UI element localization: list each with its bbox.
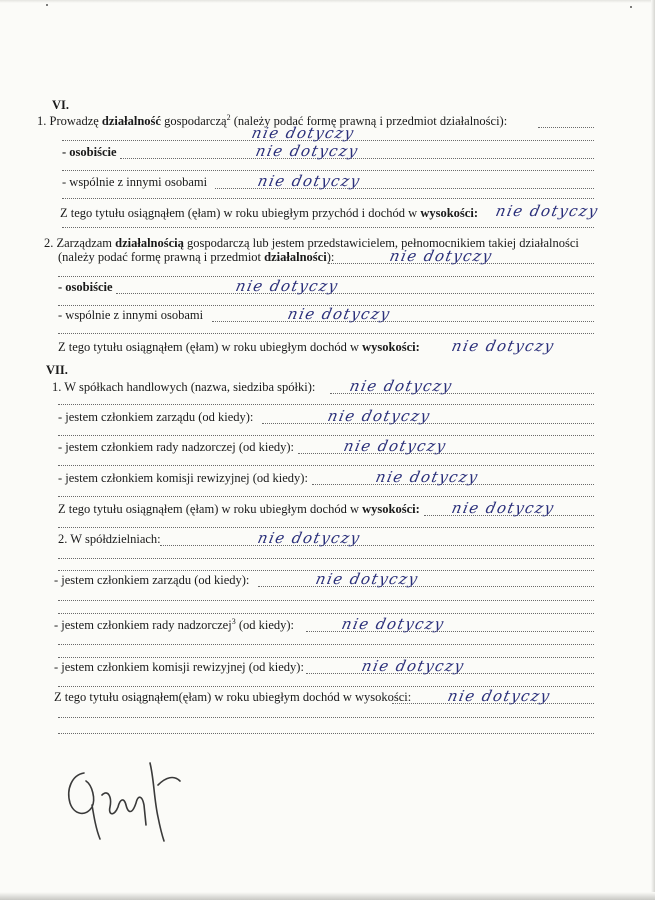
s7-q1-fill-line [58, 527, 594, 528]
s7-q2-board-label: - jestem członkiem zarządu (od kiedy): [54, 573, 250, 587]
s6-q1-personal-fill-line [120, 158, 594, 159]
s6-q2-personal-fill-line [116, 293, 594, 294]
s6-q1-joint-label: - wspólnie z innymi osobami [62, 175, 208, 189]
s7-q1-income-label: Z tego tytułu osiągnąłem (ęłam) w roku ubiegłym dochód w wysokości: [58, 502, 420, 516]
s7-q1-board-label: - jestem członkiem zarządu (od kiedy): [58, 410, 254, 424]
s7-q2-fill-line [58, 717, 594, 718]
s6-q2-fill-line [58, 333, 594, 334]
s6-q2-label-line2: (należy podać formę prawną i przedmiot działalności): [58, 250, 335, 264]
s7-q1-fill-line [58, 435, 594, 436]
s6-q1-label: 1. Prowadzę działalność gospodarczą$^2$ (należy podać formę prawną i przedmiot działalności): [37, 112, 508, 128]
s6-q2-income-answer: nie dotyczy [450, 337, 557, 355]
s7-q2-fill-line [58, 657, 594, 658]
s6-q2-income-label: Z tego tytułu osiągnąłem (ęłam) w roku ubiegłym dochód w wysokości: [58, 340, 420, 354]
s7-q1-answer: nie dotyczy [348, 377, 455, 395]
s7-q1-fill-line [58, 404, 594, 405]
scan-speck [630, 6, 632, 8]
s7-q2-board-answer: nie dotyczy [314, 570, 421, 588]
s6-q1-fill-line [62, 227, 594, 228]
s7-q2-audit-label: - jestem członkiem komisji rewizyjnej (od kiedy): [54, 660, 304, 674]
scan-edge-right [651, 0, 655, 900]
s6-q1-income-answer: nie dotyczy [494, 202, 601, 220]
s7-q2-fill-line [58, 644, 594, 645]
s7-q2-label: 2. W spółdzielniach: [58, 532, 161, 546]
scan-speck [46, 4, 48, 6]
s7-q2-income-label: Z tego tytułu osiągnąłem(ęłam) w roku ubiegłym dochód w wysokości: [54, 690, 412, 704]
s6-q1-personal-answer: nie dotyczy [254, 142, 361, 160]
s7-q1-audit-label: - jestem członkiem komisji rewizyjnej (od kiedy): [58, 471, 308, 485]
s6-q2-label: 2. Zarządzam działalnością gospodarczą lub jestem przedstawicielem, pełnomocnikiem takiej działalności [44, 236, 579, 250]
s7-q2-fill-line [58, 613, 594, 614]
s7-q2-fill-line [160, 545, 594, 546]
s7-q1-label: 1. W spółkach handlowych (nazwa, siedziba spółki): [52, 380, 316, 394]
s7-q2-fill-line [58, 600, 594, 601]
s6-q1-answer: nie dotyczy [250, 124, 357, 142]
s7-q1-fill-line [58, 465, 594, 466]
s7-q1-supervisory-answer: nie dotyczy [342, 437, 449, 455]
s6-q2-joint-fill-line [212, 321, 594, 322]
s7-q1-supervisory-label: - jestem członkiem rady nadzorczej (od kiedy): [58, 440, 295, 454]
s7-q1-board-answer: nie dotyczy [326, 407, 433, 425]
s7-q2-board-fill-line [258, 586, 594, 587]
s6-q1-fill-line [62, 198, 594, 199]
s6-q1-joint-answer: nie dotyczy [256, 172, 363, 190]
s7-q2-supervisory-label: - jestem członkiem rady nadzorczej$^3$ (od kiedy): [54, 616, 295, 632]
s6-q2-answer: nie dotyczy [388, 247, 495, 265]
s6-q1-income-label: Z tego tytułu osiągnąłem (ęłam) w roku ubiegłym przychód i dochód w wysokości: [60, 206, 478, 220]
s6-q1-personal-label: - osobiście [62, 145, 117, 159]
s7-q2-supervisory-answer: nie dotyczy [340, 615, 447, 633]
scan-edge-top [0, 0, 655, 3]
s6-q1-fill-line [538, 127, 594, 128]
s7-q2-fill-line [58, 558, 594, 559]
section-vii-heading: VII. [46, 363, 68, 377]
s7-q1-fill-line [58, 496, 594, 497]
s6-q2-personal-answer: nie dotyczy [234, 277, 341, 295]
section-vi-heading: VI. [52, 98, 70, 112]
s7-q1-income-answer: nie dotyczy [450, 499, 557, 517]
s7-q2-fill-line [58, 733, 594, 734]
s6-q2-personal-label: - osobiście [58, 280, 113, 294]
s7-q1-audit-answer: nie dotyczy [374, 468, 481, 486]
scan-edge-bottom [0, 892, 655, 900]
s7-q2-audit-answer: nie dotyczy [360, 657, 467, 675]
s7-q2-answer: nie dotyczy [256, 529, 363, 547]
s6-q2-joint-label: - wspólnie z innymi osobami [58, 308, 204, 322]
s6-q2-joint-answer: nie dotyczy [286, 305, 393, 323]
handwritten-signature-icon [62, 755, 192, 845]
s7-q2-income-answer: nie dotyczy [446, 687, 553, 705]
s6-q1-fill-line [62, 170, 594, 171]
